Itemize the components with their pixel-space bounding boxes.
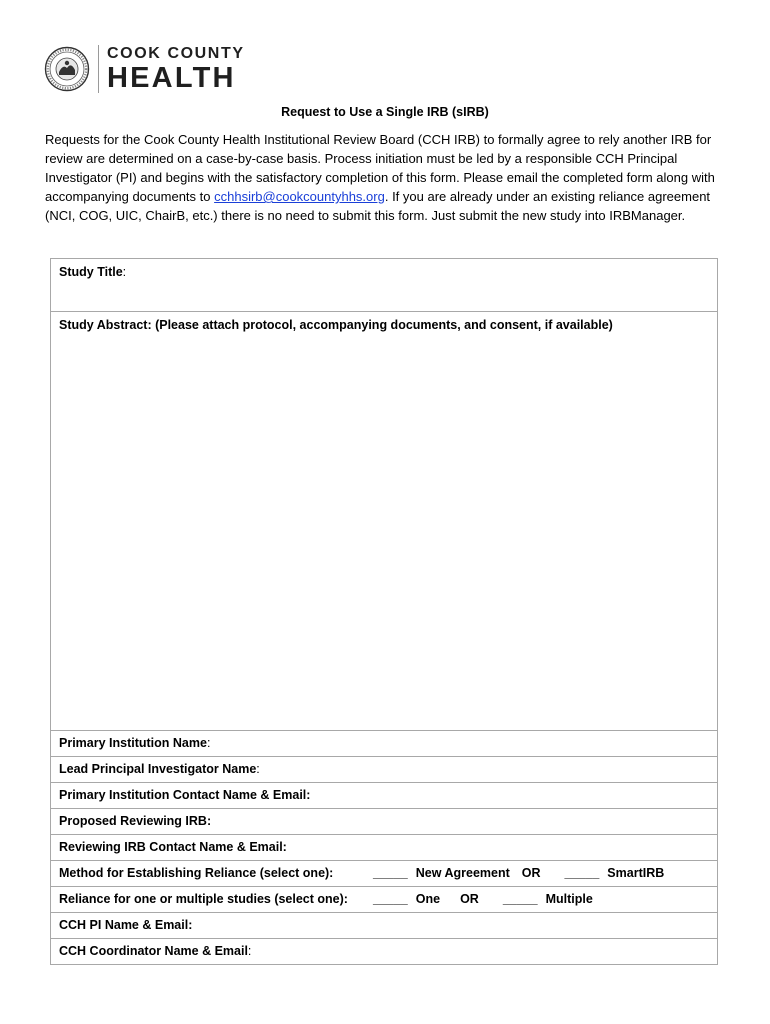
method-or-text: OR xyxy=(521,866,541,880)
cch-coordinator-field[interactable]: CCH Coordinator Name & Email: xyxy=(51,938,717,964)
cch-pi-field[interactable] xyxy=(51,912,717,938)
new-agreement-blank[interactable]: _____ xyxy=(373,866,408,880)
logo-line-2: HEALTH xyxy=(107,61,236,94)
county-seal-icon xyxy=(44,46,90,92)
multiple-studies-option: Multiple xyxy=(545,892,593,906)
logo-divider xyxy=(98,45,99,93)
intro-text-2: . If you are already under an existing reliance agreement (NCI, COG, UIC, ChairB, etc.) there is no need to submit this form. Just submit the new study into IRBManager. xyxy=(45,189,711,223)
reviewing-contact-field[interactable] xyxy=(51,834,717,860)
study-title-label: Study Title xyxy=(59,265,123,279)
cook-county-health-logo xyxy=(44,45,245,93)
study-abstract-field[interactable] xyxy=(51,311,717,730)
reliance-method-label: Method for Establishing Reliance (select one): xyxy=(59,866,334,880)
logo-line-1: COOK COUNTY xyxy=(107,44,245,62)
lead-pi-field[interactable]: Lead Principal Investigator Name: xyxy=(51,756,717,782)
one-study-option: One xyxy=(415,892,441,906)
cch-coordinator-label: CCH Coordinator Name & Email xyxy=(59,944,248,958)
new-agreement-option: New Agreement xyxy=(415,866,510,880)
reliance-or-text: OR xyxy=(460,892,479,906)
email-link[interactable]: cchhsirb@cookcountyhhs.org xyxy=(214,189,385,204)
primary-institution-field[interactable]: Primary Institution Name: xyxy=(51,730,717,756)
smartirb-option: SmartIRB xyxy=(607,866,665,880)
study-count-field xyxy=(51,886,717,912)
intro-paragraph xyxy=(45,130,715,225)
request-form-table xyxy=(50,258,718,965)
primary-institution-label: Primary Institution Name xyxy=(59,736,207,750)
logo-wordmark xyxy=(107,46,245,93)
primary-contact-field[interactable] xyxy=(51,782,717,808)
one-study-blank[interactable]: _____ xyxy=(373,892,408,906)
lead-pi-label: Lead Principal Investigator Name xyxy=(59,762,257,776)
proposed-irb-label: Proposed Reviewing IRB: xyxy=(59,814,212,828)
study-title-field[interactable]: Study Title: xyxy=(59,265,127,279)
cch-pi-label: CCH PI Name & Email: xyxy=(59,918,193,932)
multiple-studies-blank[interactable]: _____ xyxy=(502,892,538,906)
reliance-method-field xyxy=(51,860,717,886)
form-title: Request to Use a Single IRB (sIRB) xyxy=(281,105,489,119)
reviewing-contact-label: Reviewing IRB Contact Name & Email: xyxy=(59,840,287,854)
study-abstract-label: Study Abstract: (Please attach protocol, accompanying documents, and consent, if available) xyxy=(59,318,613,332)
proposed-irb-field[interactable] xyxy=(51,808,717,834)
primary-contact-label: Primary Institution Contact Name & Email: xyxy=(59,788,311,802)
intro-text-1: Requests for the Cook County Health Institutional Review Board (CCH IRB) to formally agree to rely another IRB for review are determined on a case-by-case basis. Process initiation must be led by a responsible CCH Principal Investigator (PI) and begins with the satisfactory completion of this form. Please email the completed form along with accompanying documents to xyxy=(45,132,715,204)
study-count-label: Reliance for one or multiple studies (select one): xyxy=(59,892,348,906)
smartirb-blank[interactable]: _____ xyxy=(564,866,600,880)
